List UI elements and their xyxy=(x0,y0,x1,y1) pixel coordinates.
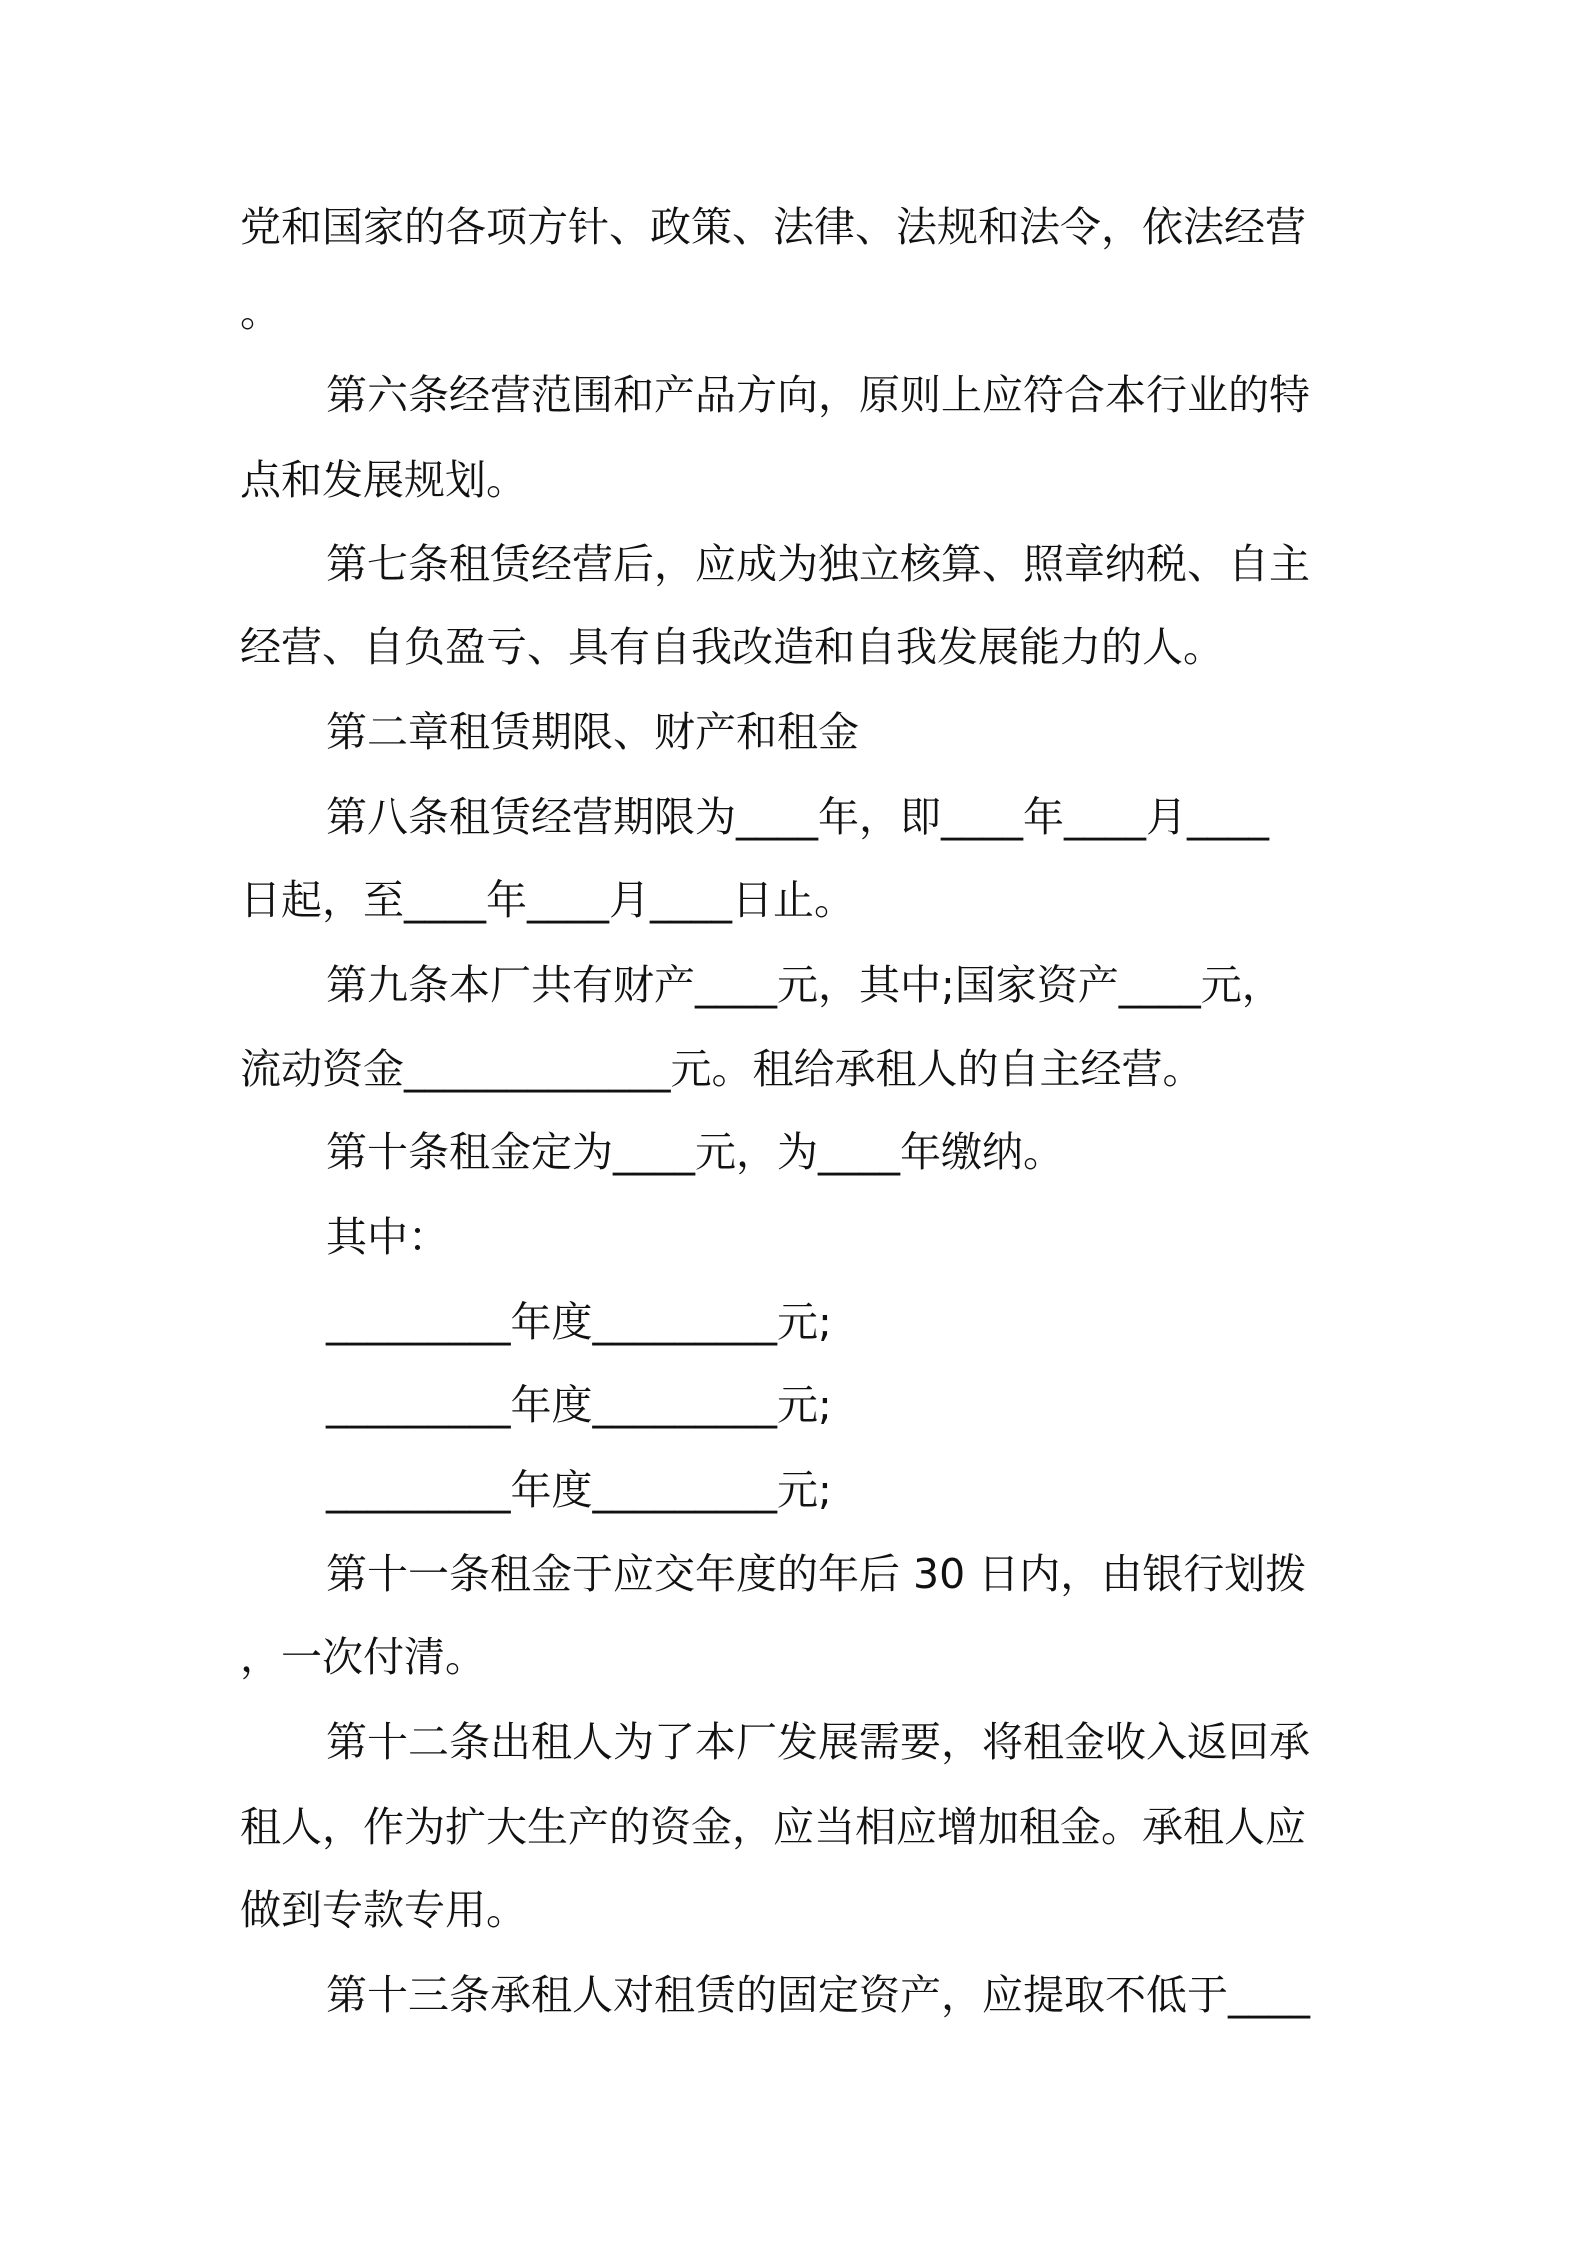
article-10-line-1: 第十条租金定为____元，为____年缴纳。 xyxy=(326,1128,1064,1176)
article-12-line-2: 租人，作为扩大生产的资金，应当相应增加租金。承租人应 xyxy=(240,1803,1306,1851)
article-7-line-2: 经营、自负盈亏、具有自我改造和自我发展能力的人。 xyxy=(240,623,1224,671)
chapter-2-heading: 第二章租赁期限、财产和租金 xyxy=(326,708,859,756)
article-10-line-2: 其中： xyxy=(326,1213,449,1261)
article-11-line-1: 第十一条租金于应交年度的年后 30 日内，由银行划拨 xyxy=(326,1550,1307,1598)
article-8-line-2: 日起，至____年____月____日止。 xyxy=(240,876,855,924)
rent-year-line-1: _________年度_________元; xyxy=(326,1298,832,1346)
text-line-2: 。 xyxy=(240,288,281,336)
article-7-line-1: 第七条租赁经营后，应成为独立核算、照章纳税、自主 xyxy=(326,540,1310,588)
article-6-line-2: 点和发展规划。 xyxy=(240,456,527,504)
rent-year-line-3: _________年度_________元; xyxy=(326,1466,832,1514)
article-6-line-1: 第六条经营范围和产品方向，原则上应符合本行业的特 xyxy=(326,371,1310,419)
article-8-line-1: 第八条租赁经营期限为____年，即____年____月____ xyxy=(326,793,1269,841)
rent-year-line-2: _________年度_________元; xyxy=(326,1381,832,1429)
article-13-line-1: 第十三条承租人对租赁的固定资产，应提取不低于____ xyxy=(326,1971,1310,2019)
article-12-line-3: 做到专款专用。 xyxy=(240,1886,527,1934)
article-11-line-2: ，一次付清。 xyxy=(240,1633,486,1681)
article-12-line-1: 第十二条出租人为了本厂发展需要，将租金收入返回承 xyxy=(326,1718,1310,1766)
text-line-1: 党和国家的各项方针、政策、法律、法规和法令，依法经营 xyxy=(240,203,1306,251)
article-9-line-2: 流动资金_____________元。租给承租人的自主经营。 xyxy=(240,1045,1204,1093)
article-9-line-1: 第九条本厂共有财产____元，其中;国家资产____元， xyxy=(326,961,1283,1009)
